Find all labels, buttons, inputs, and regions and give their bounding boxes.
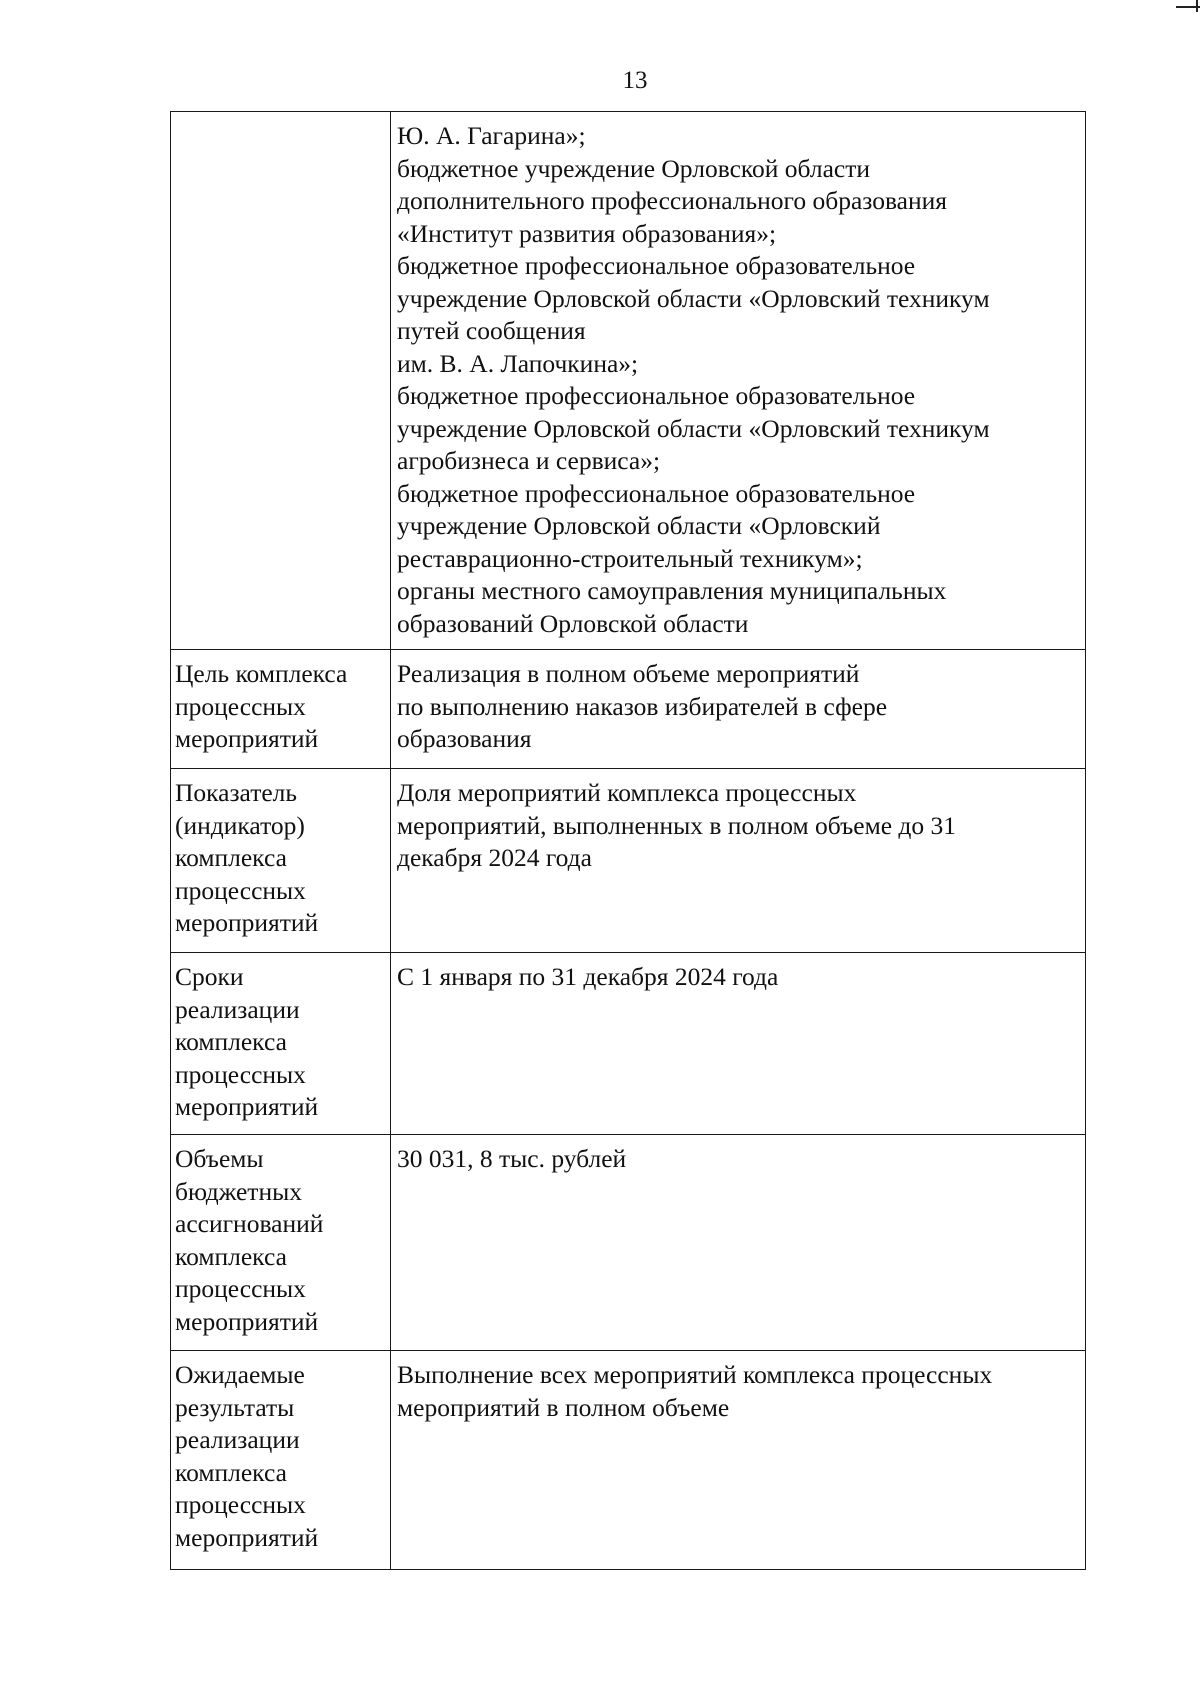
label-line: мероприятий xyxy=(175,908,319,937)
value-line: Ю. А. Гагарина»; xyxy=(397,121,586,150)
table-row xyxy=(171,769,1086,953)
value-line: Доля мероприятий комплекса процессных xyxy=(397,778,857,807)
row-label-cell xyxy=(171,1135,391,1351)
label-line: комплекса xyxy=(175,1241,287,1271)
table-row xyxy=(171,1135,1086,1351)
label-line: Объемы xyxy=(175,1144,264,1173)
value-line: образования xyxy=(397,724,532,753)
row-label-cell xyxy=(171,112,391,650)
label-line: ассигнований xyxy=(175,1209,324,1238)
value-line: мероприятий, выполненных в полном объеме до 31 xyxy=(397,810,957,840)
label-line: Сроки xyxy=(175,962,244,991)
value-line: образований Орловской области xyxy=(397,608,749,638)
value-line: Выполнение всех мероприятий комплекса процессных xyxy=(397,1360,993,1389)
value-line: учреждение Орловской области «Орловский техникум xyxy=(397,413,990,443)
label-line: Ожидаемые xyxy=(175,1360,305,1389)
label-line: мероприятий xyxy=(175,1306,319,1336)
table-row xyxy=(171,1351,1086,1570)
value-line: 30 031, 8 тыс. рублей xyxy=(397,1144,627,1173)
value-line: им. В. А. Лапочкина»; xyxy=(397,348,639,378)
row-value-cell xyxy=(391,769,1086,953)
label-line: реализации xyxy=(175,994,300,1024)
value-line: агробизнеса и сервиса»; xyxy=(397,446,661,475)
program-passport-table xyxy=(170,111,1086,1570)
value-line: по выполнению наказов избирателей в сфере xyxy=(397,691,888,721)
value-line: декабря 2024 года xyxy=(397,843,592,872)
row-value-cell xyxy=(391,1351,1086,1570)
label-line: процессных xyxy=(175,691,306,721)
row-label-cell xyxy=(171,953,391,1135)
row-value-cell xyxy=(391,650,1086,769)
label-line: реализации xyxy=(175,1425,300,1454)
value-line: мероприятий в полном объеме xyxy=(397,1392,730,1422)
row-value-cell xyxy=(391,1135,1086,1351)
row-label-cell xyxy=(171,769,391,953)
value-line: путей сообщения xyxy=(397,316,586,345)
label-line: (индикатор) xyxy=(175,810,305,840)
label-line: процессных xyxy=(175,1274,306,1303)
label-line: результаты xyxy=(175,1392,295,1422)
table-row xyxy=(171,953,1086,1135)
label-line: Показатель xyxy=(175,778,298,807)
value-line: дополнительного профессионального образования xyxy=(397,186,948,215)
label-line: мероприятий xyxy=(175,1522,319,1552)
value-line: С 1 января по 31 декабря 2024 года xyxy=(397,962,779,991)
table-row xyxy=(171,650,1086,769)
page-number: 13 xyxy=(622,67,648,94)
label-line: бюджетных xyxy=(175,1176,302,1206)
value-line: учреждение Орловской области «Орловский техникум xyxy=(397,283,990,313)
row-value-cell xyxy=(391,953,1086,1135)
value-line: бюджетное профессиональное образовательное xyxy=(397,251,916,280)
value-line: бюджетное профессиональное образовательное xyxy=(397,381,916,410)
label-line: процессных xyxy=(175,1059,306,1089)
value-line: учреждение Орловской области «Орловский xyxy=(397,511,881,540)
label-line: Цель комплекса xyxy=(175,659,348,688)
value-line: органы местного самоуправления муниципальных xyxy=(397,576,947,605)
table-row xyxy=(171,112,1086,650)
label-line: комплекса xyxy=(175,1027,287,1056)
label-line: процессных xyxy=(175,875,306,905)
value-line: бюджетное профессиональное образовательное xyxy=(397,478,916,508)
value-line: реставрационно-строительный техникум»; xyxy=(397,543,863,573)
corner-scan-mark-2 xyxy=(1196,0,1198,12)
row-value-cell xyxy=(391,112,1086,650)
label-line: мероприятий xyxy=(175,1092,319,1121)
label-line: комплекса xyxy=(175,843,287,872)
row-label-cell xyxy=(171,1351,391,1570)
label-line: мероприятий xyxy=(175,724,319,753)
row-label-cell xyxy=(171,650,391,769)
value-line: бюджетное учреждение Орловской области xyxy=(397,153,871,183)
value-line: «Институт развития образования»; xyxy=(397,218,777,248)
label-line: процессных xyxy=(175,1490,306,1519)
label-line: комплекса xyxy=(175,1457,287,1487)
value-line: Реализация в полном объеме мероприятий xyxy=(397,659,860,688)
